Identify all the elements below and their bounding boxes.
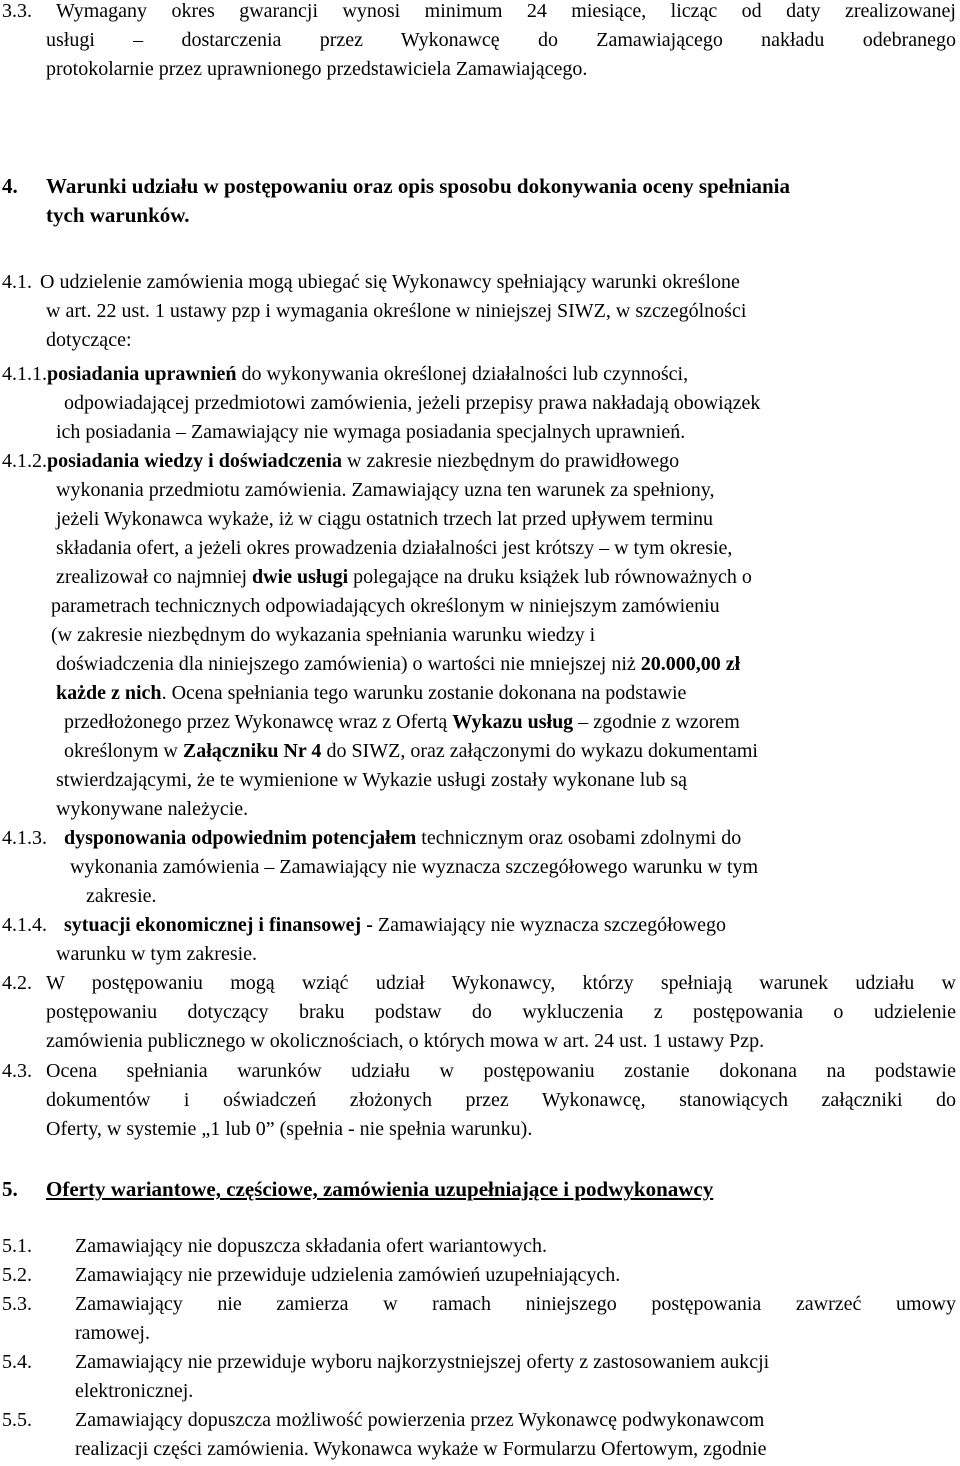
section-4-2-line-2: postępowaniu dotyczący braku podstaw do wykluczenia z postępowania o udzielenie <box>46 1001 956 1023</box>
section-4-2-line-1: W postępowaniu mogą wziąć udział Wykonawcy, którzy spełniają warunek udziału w <box>46 972 956 994</box>
section-3-3 <box>2 0 956 84</box>
section-4-3-line-2: dokumentów i oświadczeń złożonych przez Wykonawcę, stanowiących załączniki do <box>46 1089 956 1111</box>
section-4-3-line-3: Oferty, w systemie „1 lub 0” (spełnia - nie spełnia warunku). <box>46 1118 533 1140</box>
section-4-1-2-line-9 <box>2 679 956 708</box>
section-4-1-2-bold-services: dwie usługi <box>252 566 349 588</box>
section-4-1-3-line-2: wykonania zamówienia – Zamawiający nie wyznacza szczegółowego warunku w tym <box>70 856 759 878</box>
section-5-3 <box>2 1290 956 1319</box>
section-5-number: 5. <box>2 1177 18 1201</box>
section-5-5 <box>2 1406 956 1435</box>
section-4-1-3-line-1: technicznym oraz osobami zdolnymi do <box>416 827 742 849</box>
section-4-1-2 <box>2 447 956 824</box>
section-5-5-line-2: realizacji części zamówienia. Wykonawca wykaże w Formularzu Ofertowym, zgodnie <box>75 1438 767 1460</box>
section-4-1-2-line-11c: do SIWZ, oraz załączonymi do wykazu dokumentami <box>321 740 758 762</box>
section-4-1-1 <box>2 360 956 447</box>
section-4-1-2-line-4: składania ofert, a jeżeli okres prowadzenia działalności jest krótszy – w tym okresie, <box>56 537 733 559</box>
section-4-heading <box>2 172 956 230</box>
section-4-1-2-line-11a: określonym w <box>64 740 183 762</box>
section-4-1-2-line-5c: polegające na druku książek lub równoważnych o <box>348 566 752 588</box>
section-5-5-line-1: Zamawiający dopuszcza możliwość powierzenia przez Wykonawcę podwykonawcom <box>75 1409 765 1431</box>
section-4-1-2-line-6: parametrach technicznych odpowiadających określonym w niniejszym zamówieniu <box>51 595 720 617</box>
section-4-2-line-3: zamówienia publicznego w okolicznościach, o których mowa w art. 24 ust. 1 ustawy Pzp. <box>46 1030 765 1052</box>
section-4-1-2-line-10c: – zgodnie z wzorem <box>573 711 740 733</box>
section-4-1-3-bold: dysponowania odpowiednim potencjałem <box>64 827 417 849</box>
section-4-1-3-line-3: zakresie. <box>86 885 157 907</box>
section-4-2-number: 4.2. <box>2 972 32 994</box>
section-4-1-4-bold: sytuacji ekonomicznej i finansowej - <box>64 914 373 936</box>
section-5-5-number: 5.5. <box>2 1409 32 1431</box>
section-4-1-2-line-7: (w zakresie niezbędnym do wykazania spełniania warunku wiedzy i <box>51 624 596 646</box>
section-4-1-2-number: 4.1.2. <box>2 450 47 472</box>
section-5-title: Oferty wariantowe, częściowe, zamówienia uzupełniające i podwykonawcy <box>46 1177 714 1201</box>
section-4-1-2-bold-wykaz: Wykazu usług <box>452 711 574 733</box>
section-4-1-4 <box>2 911 956 969</box>
section-4-1-4-line-1: Zamawiający nie wyznacza szczegółowego <box>372 914 727 936</box>
section-4-1-2-line-10a: przedłożonego przez Wykonawcę wraz z Ofertą <box>64 711 453 733</box>
section-5-1 <box>2 1232 956 1261</box>
section-4-1-2-bold-amount: 20.000,00 zł <box>640 653 741 675</box>
section-4-3 <box>2 1057 956 1144</box>
section-4-1-2-line-13: wykonywane należycie. <box>56 798 249 820</box>
section-4-1-2-line-12: stwierdzającymi, że te wymienione w Wykazie usługi zostały wykonane lub są <box>56 769 688 791</box>
section-5-2-number: 5.2. <box>2 1264 32 1286</box>
section-5-1-line-1: Zamawiający nie dopuszcza składania ofert wariantowych. <box>75 1235 548 1257</box>
section-4-title-line-1: Warunki udziału w postępowaniu oraz opis sposobu dokonywania oceny spełniania <box>46 174 790 198</box>
section-3-3-line-1: 3.3. Wymagany okres gwarancji wynosi minimum 24 miesiące, licząc od daty zrealizowanej <box>2 0 956 22</box>
section-4-1-4-number: 4.1.4. <box>2 914 47 936</box>
section-4-3-number: 4.3. <box>2 1060 32 1082</box>
section-4-1-1-line-3: ich posiadania – Zamawiający nie wymaga posiadania specjalnych uprawnień. <box>56 421 686 443</box>
section-5-4-number: 5.4. <box>2 1351 32 1373</box>
section-4-1-2-line-5a: zrealizował co najmniej <box>56 566 253 588</box>
section-4-1-line-2: w art. 22 ust. 1 ustawy pzp i wymagania określone w niniejszej SIWZ, w szczególności <box>46 300 747 322</box>
section-4-1-2-bold-attachment: Załączniku Nr 4 <box>182 740 322 762</box>
section-5-3-number: 5.3. <box>2 1293 32 1315</box>
section-4-1-2-line-5 <box>2 563 956 592</box>
section-5-1-number: 5.1. <box>2 1235 32 1257</box>
section-4-1-1-number: 4.1.1. <box>2 363 47 385</box>
section-4-1-2-line-10 <box>2 708 956 737</box>
section-5-2-line-1: Zamawiający nie przewiduje udzielenia zamówień uzupełniających. <box>75 1264 621 1286</box>
section-4-3-line-1: Ocena spełniania warunków udziału w postępowaniu zostanie dokonana na podstawie <box>46 1060 956 1082</box>
section-4-1-1-bold: posiadania uprawnień <box>47 363 237 385</box>
section-4-1-2-line-8 <box>2 650 956 679</box>
section-5-3-line-2: ramowej. <box>75 1322 150 1344</box>
section-5-heading <box>2 1175 956 1204</box>
section-4-1-3-number: 4.1.3. <box>2 827 47 849</box>
section-4-1-2-bold: posiadania wiedzy i doświadczenia <box>47 450 343 472</box>
section-5-4 <box>2 1348 956 1377</box>
section-4-1-2-line-1: w zakresie niezbędnym do prawidłowego <box>342 450 680 472</box>
section-4-1-2-line-9b: . Ocena spełniania tego warunku zostanie dokonana na podstawie <box>161 682 687 704</box>
section-4-1-number: 4.1. <box>2 271 32 293</box>
section-4-1-1-line-1: do wykonywania określonej działalności lub czynności, <box>236 363 689 385</box>
section-4-1-2-line-11 <box>2 737 956 766</box>
section-5-3-line-1: Zamawiający nie zamierza w ramach niniejszego postępowania zawrzeć umowy <box>75 1293 956 1315</box>
section-4-1-2-line-2: wykonania przedmiotu zamówienia. Zamawiający uzna ten warunek za spełniony, <box>56 479 715 501</box>
section-5-4-line-1: Zamawiający nie przewiduje wyboru najkorzystniejszej oferty z zastosowaniem aukcji <box>75 1351 770 1373</box>
section-4-1-4-line-2: warunku w tym zakresie. <box>56 943 258 965</box>
section-4-1-2-bold-each: każde z nich <box>56 682 162 704</box>
section-5-4-line-2: elektronicznej. <box>75 1380 194 1402</box>
section-4-2 <box>2 969 956 1056</box>
section-4-1-line-3: dotyczące: <box>46 329 132 351</box>
section-4-1 <box>2 268 956 355</box>
section-3-3-line-2: usługi – dostarczenia przez Wykonawcę do Zamawiającego nakładu odebranego <box>46 29 956 51</box>
section-4-title-line-2: tych warunków. <box>46 203 190 227</box>
section-4-number: 4. <box>2 174 18 198</box>
section-5-list <box>2 1232 956 1464</box>
section-4-1-1-line-2: odpowiadającej przedmiotowi zamówienia, jeżeli przepisy prawa nakładają obowiązek <box>64 392 761 414</box>
section-4-1-3 <box>2 824 956 911</box>
section-4-1-2-line-3: jeżeli Wykonawca wykaże, iż w ciągu ostatnich trzech lat przed upływem terminu <box>56 508 714 530</box>
section-4-1-2-line-8a: doświadczenia dla niniejszego zamówienia) o wartości nie mniejszej niż <box>56 653 641 675</box>
section-5-2 <box>2 1261 956 1290</box>
section-4-1-line-1: O udzielenie zamówienia mogą ubiegać się Wykonawcy spełniający warunki określone <box>40 271 740 293</box>
section-3-3-line-3: protokolarnie przez uprawnionego przedstawiciela Zamawiającego. <box>46 58 588 80</box>
